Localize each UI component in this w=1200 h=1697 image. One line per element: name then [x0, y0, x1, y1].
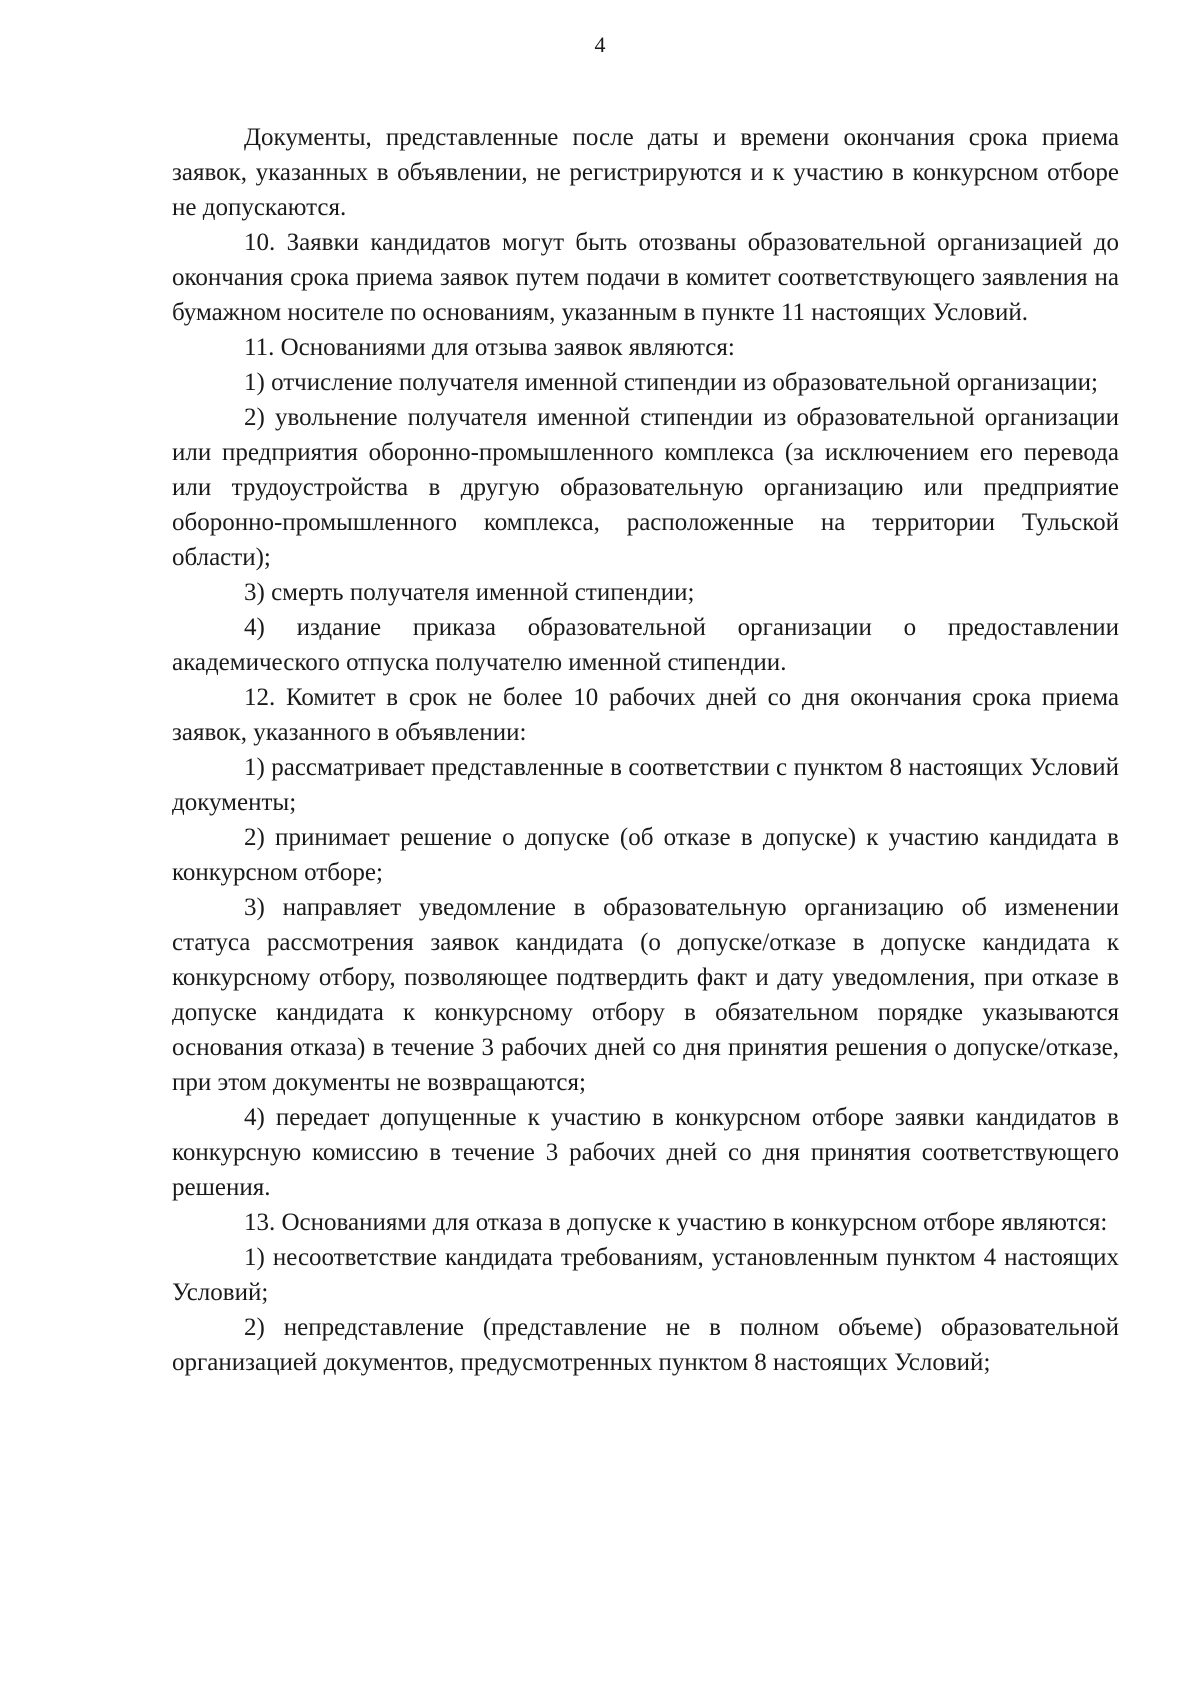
paragraph-documents-after-deadline: Документы, представленные после даты и времени окончания срока приема заявок, указанных в объявлении, не регистрируются и к участию в конкурсном отборе не допускаются.: [172, 124, 1119, 221]
page-number: 4: [594, 32, 606, 57]
paragraph-item-11-4: 4) издание приказа образовательной организации о предоставлении академического отпуска получателю именной стипендии.: [172, 614, 1119, 676]
paragraph-item-11: 11. Основаниями для отзыва заявок являются:: [244, 334, 735, 361]
paragraph-item-11-3: 3) смерть получателя именной стипендии;: [244, 579, 695, 606]
paragraph-item-13: 13. Основаниями для отказа в допуске к участию в конкурсном отборе являются:: [244, 1209, 1108, 1236]
paragraph-item-12-4: 4) передает допущенные к участию в конкурсном отборе заявки кандидатов в конкурсную комиссию в течение 3 рабочих дней со дня принятия соответствующего решения.: [172, 1104, 1119, 1201]
paragraph-item-13-1: 1) несоответствие кандидата требованиям, установленным пунктом 4 настоящих Условий;: [172, 1244, 1119, 1306]
paragraph-item-11-1: 1) отчисление получателя именной стипендии из образовательной организации;: [244, 369, 1098, 396]
paragraph-item-12-1: 1) рассматривает представленные в соответствии с пунктом 8 настоящих Условий документы;: [172, 754, 1119, 816]
paragraph-item-10: 10. Заявки кандидатов могут быть отозваны образовательной организацией до окончания срока приема заявок путем подачи в комитет соответствующего заявления на бумажном носителе по основаниям, указанным в пункте 11 настоящих Условий.: [172, 229, 1119, 326]
paragraph-item-12-2: 2) принимает решение о допуске (об отказе в допуске) к участию кандидата в конкурсном отборе;: [172, 824, 1119, 886]
document-body: [172, 120, 1119, 1380]
paragraph-item-12-3: 3) направляет уведомление в образовательную организацию об изменении статуса рассмотрения заявок кандидата (о допуске/отказе в допуске кандидата к конкурсному отбору, позволяющее подтвердить факт и дату уведомления, при отказе в допуске кандидата к конкурсному отбору в обязательном порядке указываются основания отказа) в течение 3 рабочих дней со дня принятия решения о допуске/отказе, при этом документы не возвращаются;: [172, 894, 1119, 1096]
paragraph-item-12: 12. Комитет в срок не более 10 рабочих дней со дня окончания срока приема заявок, указанного в объявлении:: [172, 684, 1119, 746]
paragraph-item-13-2: 2) непредставление (представление не в полном объеме) образовательной организацией документов, предусмотренных пунктом 8 настоящих Условий;: [172, 1314, 1119, 1376]
paragraph-item-11-2: 2) увольнение получателя именной стипендии из образовательной организации или предприятия оборонно-промышленного комплекса (за исключением его перевода или трудоустройства в другую образовательную организацию или предприятие оборонно-промышленного комплекса, расположенные на территории Тульской области);: [172, 404, 1119, 571]
